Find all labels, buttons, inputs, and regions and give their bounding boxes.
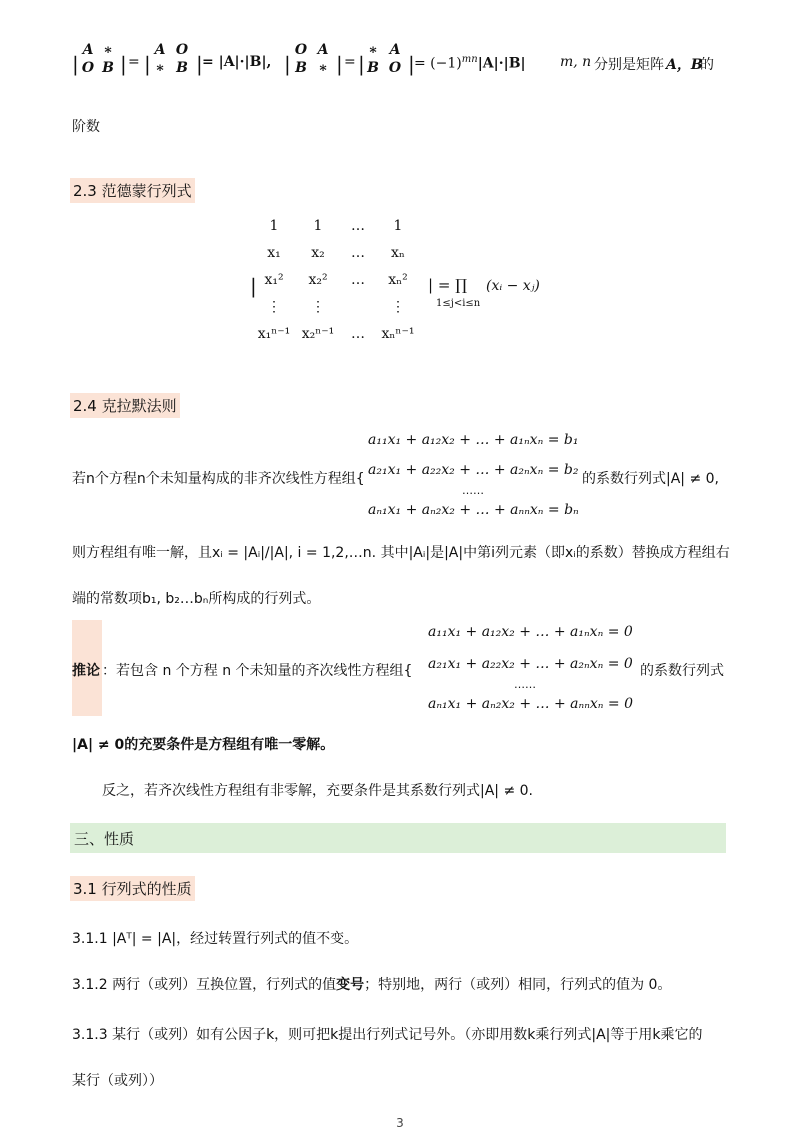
det-bar: | [144, 52, 151, 76]
det-entry: B [176, 60, 188, 76]
det-entry: O [81, 60, 95, 76]
corollary-converse: 反之，若齐次线性方程组有非零解，充要条件是其系数行列式|A| ≠ 0. [102, 783, 533, 799]
equals-sign: = [344, 54, 356, 70]
property-emphasis: 变号 [336, 977, 365, 993]
det-bar: | [336, 52, 343, 76]
det-entry: B [102, 60, 114, 76]
matrix-cell: x₂² [308, 272, 328, 288]
det-entry: A [154, 42, 166, 58]
matrix-cell: … [351, 245, 365, 261]
property-item: 3.1.1 |Aᵀ| = |A|，经过转置行列式的值不变。 [72, 931, 359, 947]
matrix-cell: 1 [269, 218, 279, 234]
system-equation: aₙ₁x₁ + aₙ₂x₂ + … + aₙₙxₙ = 0 [428, 696, 633, 712]
det-entry: O [388, 60, 402, 76]
det-entry: B [295, 60, 307, 76]
matrix-cell [340, 299, 376, 326]
det-bar: | [408, 52, 415, 76]
matrix-cell: … [351, 326, 365, 342]
system-equation: aₙ₁x₁ + aₙ₂x₂ + … + aₙₙxₙ = bₙ [368, 502, 579, 518]
section-heading: 2.4 克拉默法则 [70, 393, 180, 418]
det-entry: A [389, 42, 401, 58]
cramer-solution: 则方程组有唯一解，且xᵢ = |Aᵢ|/|A|, i = 1,2,…n. 其中|Aᵢ|是|A|中第i列元素（即xᵢ的系数）替换成方程组右 [72, 545, 730, 561]
product-term: (xᵢ − xⱼ) [486, 278, 540, 294]
system-equation: a₂₁x₁ + a₂₂x₂ + … + a₂ₙxₙ = 0 [428, 656, 633, 672]
property-item [72, 974, 671, 994]
chapter-heading: 三、性质 [74, 830, 135, 848]
matrix-cell: x₁ⁿ⁻¹ [257, 326, 291, 342]
cramer-solution-cont: 端的常数项b₁, b₂…bₙ所构成的行列式。 [72, 591, 321, 607]
det-entry: B [367, 60, 379, 76]
order-matrices: A，B [666, 57, 703, 73]
det-bar: | [120, 52, 127, 76]
det-entry: O [294, 42, 308, 58]
det-bar: | [196, 52, 203, 76]
det-block-1 [78, 42, 118, 76]
det-block-4 [362, 42, 406, 76]
det-product: = |A|·|B|, [202, 54, 272, 70]
matrix-cell: x₂ⁿ⁻¹ [301, 326, 335, 342]
det-entry: ∗ [318, 60, 328, 76]
det-product: |A|·|B| [477, 55, 526, 72]
system-ellipsis: …… [462, 484, 484, 497]
order-note-end: 的 [700, 57, 714, 73]
vandermonde-matrix [252, 218, 420, 353]
matrix-cell: ⋮ [391, 299, 405, 315]
order-vars: m, n [560, 54, 592, 70]
matrix-cell: ⋮ [267, 299, 281, 315]
equals-sign: = [128, 54, 140, 70]
corollary-conclusion: |A| ≠ 0的充要条件是方程组有唯一零解。 [72, 737, 335, 753]
det-bar: | [250, 274, 257, 298]
sign-base: = (−1) [414, 55, 462, 72]
det-entry: ∗ [103, 42, 113, 58]
corollary-statement: ：若包含 n 个方程 n 个未知量的齐次线性方程组{ [102, 663, 413, 679]
property-text: ；特别地，两行（或列）相同，行列式的值为 0。 [364, 977, 672, 993]
det-block-2 [150, 42, 194, 76]
sign-factor [414, 54, 526, 72]
property-item: 3.1.3 某行（或列）如有公因子k，则可把k提出行列式记号外。（亦即用数k乘行列式|A|等于用k乘它的 [72, 1027, 703, 1043]
matrix-cell: xₙ [391, 245, 405, 261]
matrix-cell: ⋮ [311, 299, 325, 315]
product-sign: | = ∏ [428, 276, 468, 294]
section-heading: 2.3 范德蒙行列式 [70, 178, 195, 203]
matrix-cell: x₁ [267, 245, 281, 261]
system-equation: a₂₁x₁ + a₂₂x₂ + … + a₂ₙxₙ = b₂ [368, 462, 579, 478]
section-heading: 3.1 行列式的性质 [70, 876, 195, 901]
system-equation: a₁₁x₁ + a₁₂x₂ + … + a₁ₙxₙ = 0 [428, 624, 633, 640]
order-note: 分别是矩阵 [594, 57, 664, 73]
det-bar: | [358, 52, 365, 76]
matrix-cell: x₂ [311, 245, 325, 261]
matrix-cell: 1 [313, 218, 323, 234]
property-item-cont: 某行（或列）） [72, 1073, 163, 1089]
matrix-cell: … [351, 218, 365, 234]
corollary-label: 推论 [72, 663, 100, 679]
order-note-cont: 阶数 [72, 119, 100, 135]
chapter-heading-bar [70, 823, 726, 853]
page-number: 3 [396, 1116, 404, 1130]
det-entry: A [317, 42, 329, 58]
sign-exponent: mn [461, 54, 478, 65]
det-bar: | [72, 52, 79, 76]
system-equation: a₁₁x₁ + a₁₂x₂ + … + a₁ₙxₙ = b₁ [368, 432, 579, 448]
corollary-statement-end: 的系数行列式 [640, 663, 724, 679]
property-text: 3.1.2 两行（或列）互换位置，行列式的值 [72, 977, 337, 993]
det-entry: ∗ [368, 42, 378, 58]
matrix-cell: x₁² [264, 272, 284, 288]
matrix-cell: xₙ² [388, 272, 408, 288]
det-entry: A [82, 42, 94, 58]
det-entry: O [175, 42, 189, 58]
det-entry: ∗ [155, 60, 165, 76]
matrix-cell: xₙⁿ⁻¹ [381, 326, 415, 342]
matrix-cell: 1 [393, 218, 403, 234]
det-bar: | [284, 52, 291, 76]
matrix-cell: … [351, 272, 365, 288]
cramer-statement-end: 的系数行列式|A| ≠ 0, [582, 471, 719, 487]
det-block-3 [290, 42, 334, 76]
product-range: 1≤j<i≤n [436, 298, 481, 309]
system-ellipsis: …… [514, 678, 536, 691]
cramer-statement: 若n个方程n个未知量构成的非齐次线性方程组{ [72, 471, 365, 487]
